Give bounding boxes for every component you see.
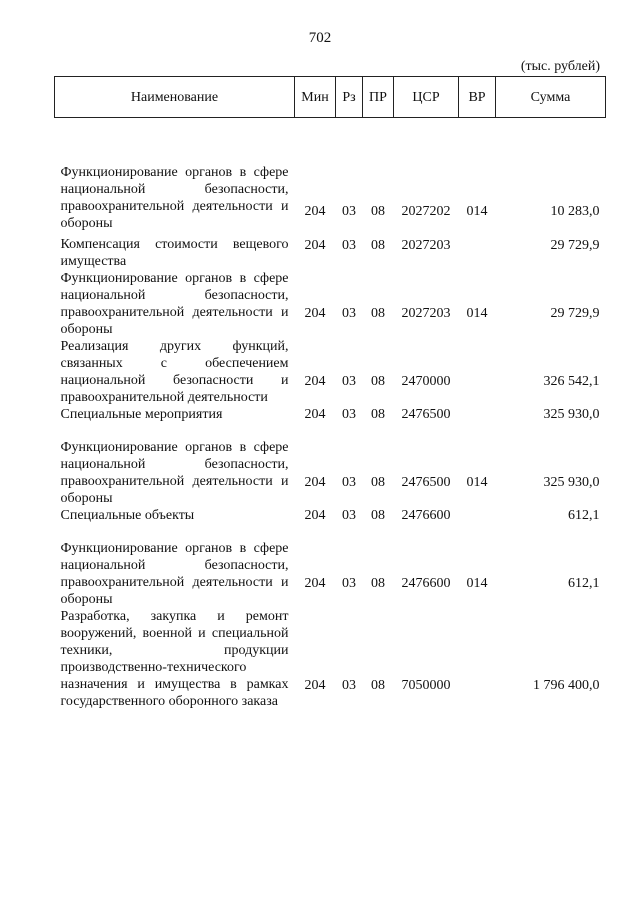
row-min: 204 [304,305,326,321]
row-vr [459,406,496,439]
row-pr: 08 [371,305,385,321]
units-label: (тыс. рублей) [520,59,600,74]
row-csr: 2027203 [401,237,451,253]
row-vr: 014 [466,575,488,591]
row-pr: 08 [371,373,385,389]
row-csr: 2476500 [401,406,451,422]
row-sum: 29 729,9 [550,305,600,321]
row-sum: 10 283,0 [550,203,600,219]
row-min: 204 [304,373,326,389]
row-min: 204 [304,406,326,422]
row-name: Функционирование органов в сфере национальной безопасности, правоохранительной деятельности и обороны [60,270,289,337]
row-sum: 326 542,1 [543,373,600,389]
row-csr: 7050000 [401,677,451,693]
row-sum: 29 729,9 [550,237,600,253]
header-csr: ЦСР [394,77,459,118]
row-vr [459,338,496,406]
row-rz: 03 [342,677,356,693]
row-name: Разработка, закупка и ремонт вооружений, военной и специальной техники, продукции производственно-технического назначения и имущества в рамках государственного оборонного заказа [60,608,289,709]
row-name: Функционирование органов в сфере национальной безопасности, правоохранительной деятельности и обороны [60,165,289,231]
row-vr: 014 [466,203,488,219]
table-row [55,406,606,439]
row-name: Специальные объекты [60,507,195,523]
row-rz: 03 [342,474,356,490]
budget-table [54,76,606,710]
row-csr: 2470000 [401,373,451,389]
row-sum: 612,1 [568,575,600,591]
row-min: 204 [304,677,326,693]
row-rz: 03 [342,305,356,321]
page-number: 702 [308,30,332,46]
row-rz: 03 [342,507,356,523]
table-row [55,118,606,236]
row-csr: 2476500 [401,474,451,490]
table-row [55,338,606,406]
header-vr: ВР [459,77,496,118]
row-name: Специальные мероприятия [60,406,223,422]
row-pr: 08 [371,406,385,422]
table-header-row [55,77,606,118]
row-rz: 03 [342,203,356,219]
row-min: 204 [304,575,326,591]
row-csr: 2027203 [401,305,451,321]
row-name: Функционирование органов в сфере национальной безопасности, правоохранительной деятельности и обороны [60,540,289,607]
row-pr: 08 [371,575,385,591]
row-min: 204 [304,237,326,253]
row-rz: 03 [342,575,356,591]
row-sum: 325 930,0 [543,474,600,490]
table-row [55,507,606,540]
row-sum: 1 796 400,0 [533,677,600,693]
row-vr: 014 [466,474,488,490]
header-name: Наименование [55,77,295,118]
row-rz: 03 [342,373,356,389]
row-name: Реализация других функций, связанных с обеспечением национальной безопасности и правоохранительной деятельности [60,338,289,405]
row-rz: 03 [342,406,356,422]
row-name: Компенсация стоимости вещевого имущества [60,236,289,269]
header-sum: Сумма [496,77,606,118]
row-csr: 2476600 [401,575,451,591]
header-rz: Рз [336,77,363,118]
table-row [55,439,606,507]
row-vr [459,236,496,270]
header-pr: ПР [363,77,394,118]
row-pr: 08 [371,677,385,693]
row-rz: 03 [342,237,356,253]
table-row [55,236,606,270]
header-min: Мин [295,77,336,118]
row-min: 204 [304,203,326,219]
row-vr [459,507,496,540]
table-row [55,270,606,338]
row-name: Функционирование органов в сфере национальной безопасности, правоохранительной деятельности и обороны [60,439,289,506]
row-vr [459,608,496,710]
row-sum: 612,1 [568,507,600,523]
table-row [55,540,606,608]
row-pr: 08 [371,237,385,253]
row-sum: 325 930,0 [543,406,600,422]
row-csr: 2476600 [401,507,451,523]
row-pr: 08 [371,507,385,523]
row-csr: 2027202 [401,203,451,219]
row-pr: 08 [371,474,385,490]
row-vr: 014 [466,305,488,321]
row-min: 204 [304,507,326,523]
table-row [55,608,606,710]
row-pr: 08 [371,203,385,219]
row-min: 204 [304,474,326,490]
